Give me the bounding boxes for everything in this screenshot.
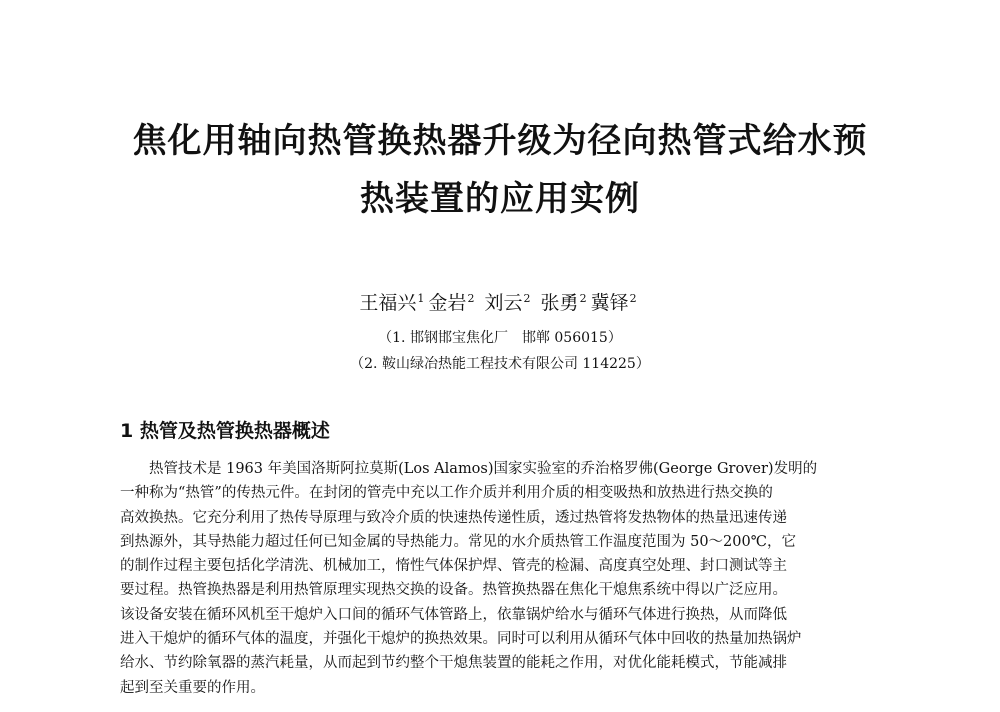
- body-paragraph: [120, 457, 880, 700]
- author-list: [0, 284, 1000, 318]
- author-name: 金岩: [428, 292, 467, 314]
- paper-title: [0, 112, 1000, 228]
- author-name: 冀铎: [590, 292, 629, 314]
- paper-title-line-2: 热装置的应用实例: [360, 179, 640, 219]
- author-name: 张勇: [540, 292, 579, 314]
- author-name: 王福兴: [359, 292, 417, 314]
- paragraph-line: 给水、节约除氧器的蒸汽耗量，从而起到节约整个干熄焦装置的能耗之作用，对优化能耗模式，节能减排: [120, 655, 787, 672]
- section-heading: 1 热管及热管换热器概述: [120, 420, 330, 442]
- author-affiliation-mark: 1: [417, 292, 425, 305]
- paragraph-line: 该设备安装在循环风机至干熄炉入口间的循环气体管路上，依靠锅炉给水与循环气体进行换热，从而降低: [120, 606, 787, 623]
- author-name: 刘云: [484, 292, 523, 314]
- paragraph-line: 进入干熄炉的循环气体的温度，并强化干熄炉的换热效果。同时可以利用从循环气体中回收的热量加热锅炉: [120, 631, 802, 648]
- author-affiliation-mark: 2: [467, 292, 475, 305]
- paper-title-line-1: 焦化用轴向热管换热器升级为径向热管式给水预: [132, 121, 868, 161]
- paragraph-line: 要过程。热管换热器是利用热管原理实现热交换的设备。热管换热器在焦化干熄焦系统中得以广泛应用。: [120, 582, 787, 599]
- affiliation-1: （1. 邯钢邯宝焦化厂 邯郸 056015）: [378, 330, 622, 346]
- paragraph-line: 到热源外，其导热能力超过任何已知金属的导热能力。常见的水介质热管工作温度范围为 50～200℃，它: [120, 533, 796, 550]
- author-affiliation-mark: 2: [523, 292, 531, 305]
- paragraph-line: 高效换热。它充分利用了热传导原理与致冷介质的快速热传递性质，透过热管将发热物体的热量迅速传递: [120, 509, 787, 526]
- affiliation-2: （2. 鞍山绿冶热能工程技术有限公司 114225）: [350, 356, 650, 372]
- author-affiliation-mark: 2: [579, 292, 587, 305]
- author-affiliation-mark: 2: [629, 292, 637, 305]
- paragraph-line: 的制作过程主要包括化学清洗、机械加工，惰性气体保护焊、管壳的检漏、高度真空处理、封口测试等主: [120, 558, 787, 575]
- paragraph-line: 起到至关重要的作用。: [120, 679, 265, 696]
- paragraph-line: 一种称为“热管”的传热元件。在封闭的管壳中充以工作介质并利用介质的相变吸热和放热进行热交换的: [120, 485, 773, 502]
- paragraph-line: 热管技术是 1963 年美国洛斯阿拉莫斯(Los Alamos)国家实验室的乔治格罗佛(George Grover)发明的: [149, 461, 818, 477]
